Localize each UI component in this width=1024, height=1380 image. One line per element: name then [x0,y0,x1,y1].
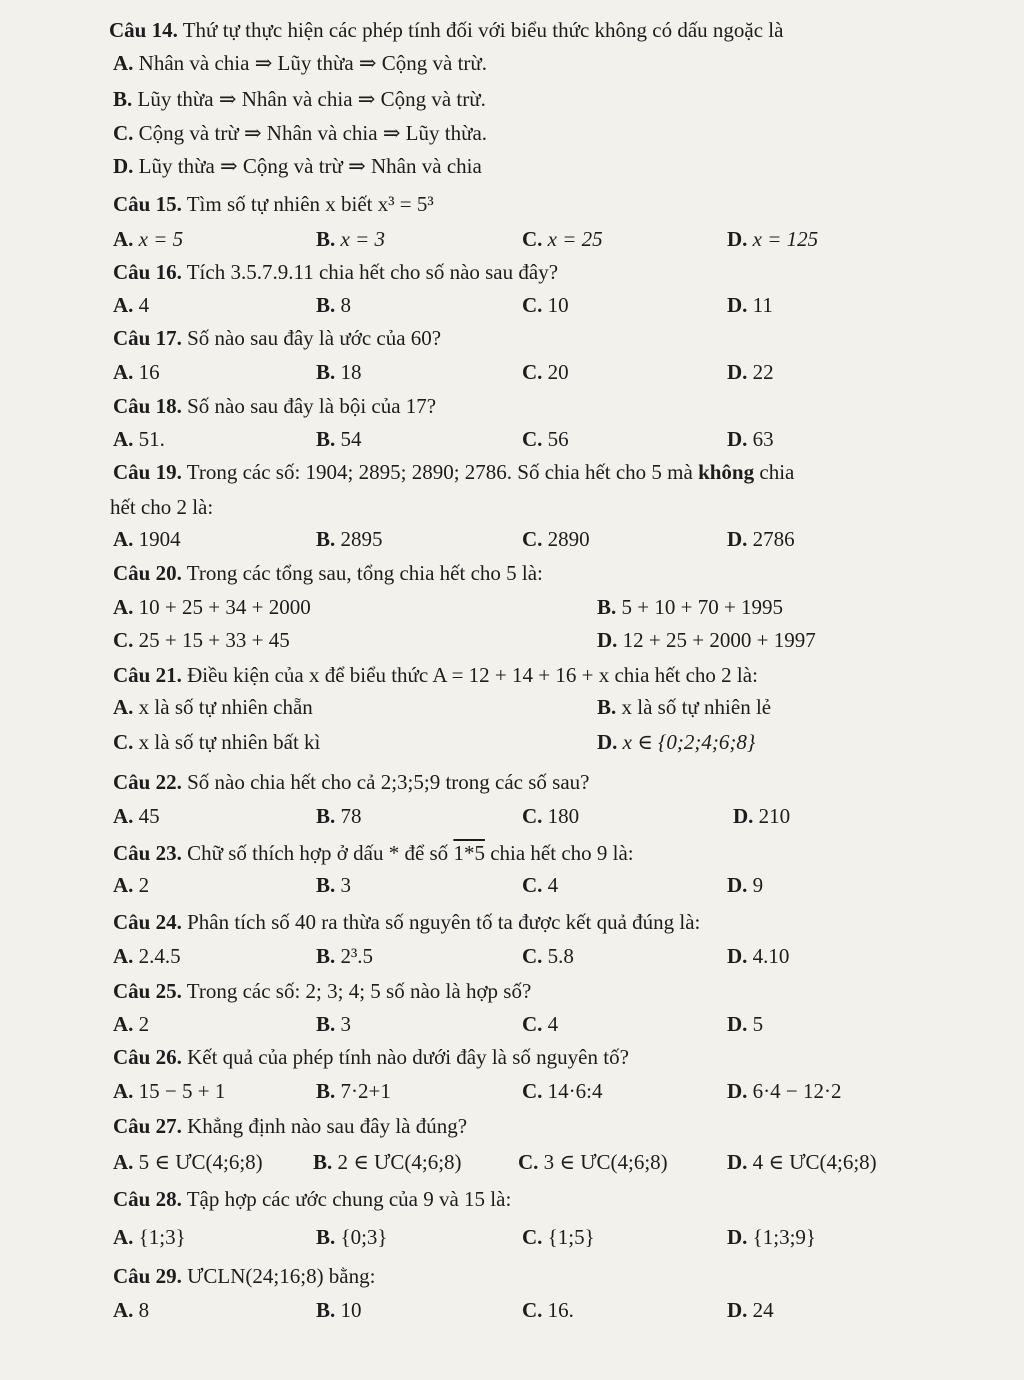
option-d: D. 4 ∈ ƯC(4;6;8) [727,1150,877,1174]
option-a: A. 4 [113,293,150,317]
overline-number: 1*5 [453,841,485,865]
option-a: A. 5 ∈ ƯC(4;6;8) [113,1150,263,1174]
question-18 [113,393,436,419]
option-a: A. 45 [113,804,160,828]
option-d: D. 12 + 25 + 2000 + 1997 [597,628,816,652]
option-c: C. 5.8 [522,944,574,968]
option-d: D. Lũy thừa ⇒ Cộng và trừ ⇒ Nhân và chia [113,154,482,178]
option-d: D. 63 [727,427,774,451]
question-20 [113,560,543,586]
option-a: A. 8 [113,1298,150,1322]
question-label: Câu 21. [113,663,182,687]
question-27 [113,1113,467,1139]
question-label: Câu 23. [113,841,182,865]
option-b: B. 10 [316,1298,362,1322]
option-a: A. 2 [113,1012,150,1036]
question-text: Số nào sau đây là bội của 17? [187,394,437,418]
option-c: C. 16. [522,1298,574,1322]
option-d: D. 210 [733,804,791,828]
option-d: D. x ∈ {0;2;4;6;8} [597,730,756,754]
question-17 [113,325,441,351]
question-text-cont: chia [759,460,795,484]
question-label: Câu 25. [113,979,182,1003]
option-b: B. 5 + 10 + 70 + 1995 [597,595,784,619]
question-text: Trong các số: 1904; 2895; 2890; 2786. Số chia hết cho 5 mà [186,460,693,484]
question-label: Câu 14. [109,18,178,42]
question-emphasis: không [698,460,755,484]
option-c: C. 14·6:4 [522,1079,603,1103]
question-label: Câu 27. [113,1114,182,1138]
option-b: B. {0;3} [316,1225,388,1249]
question-19-line2: hết cho 2 là: [110,495,214,519]
option-a: A. 2.4.5 [113,944,181,968]
option-d: D. 6·4 − 12·2 [727,1079,842,1103]
option-d: D. 9 [727,873,764,897]
question-label: Câu 18. [113,394,182,418]
question-text: Khẳng định nào sau đây là đúng? [187,1114,468,1138]
option-b: B. Lũy thừa ⇒ Nhân và chia ⇒ Cộng và trừ. [113,87,486,111]
question-label: Câu 28. [113,1187,182,1211]
question-24 [113,909,700,935]
option-a: A. 51. [113,427,165,451]
option-a: A. 2 [113,873,150,897]
question-25 [113,978,531,1004]
option-a: A. {1;3} [113,1225,186,1249]
question-label: Câu 17. [113,326,182,350]
question-28 [113,1186,511,1212]
question-text: Điều kiện của x để biểu thức A = 12 + 14 + 16 + x chia hết cho 2 là: [187,663,758,687]
question-21 [113,662,758,688]
option-a: A. x = 5 [113,227,184,251]
question-text: Tập hợp các ước chung của 9 và 15 là: [186,1187,512,1211]
option-a: A. 1904 [113,527,181,551]
question-26 [113,1044,629,1070]
option-c: C. 4 [522,1012,559,1036]
question-text: Thứ tự thực hiện các phép tính đối với biểu thức không có dấu ngoặc là [182,18,784,42]
option-d: D. 22 [727,360,774,384]
question-label: Câu 15. [113,192,182,216]
question-22 [113,769,589,795]
option-b: B. 2 ∈ ƯC(4;6;8) [313,1150,462,1174]
question-19 [113,459,794,485]
option-b: B. x = 3 [316,227,386,251]
question-label: Câu 22. [113,770,182,794]
option-c: C. x = 25 [522,227,603,251]
option-b: B. 78 [316,804,362,828]
option-b: B. 3 [316,873,352,897]
option-b: B. 7·2+1 [316,1079,391,1103]
option-a: A. 16 [113,360,160,384]
option-c: C. 20 [522,360,569,384]
question-14 [109,17,783,43]
option-c: C. Cộng và trừ ⇒ Nhân và chia ⇒ Lũy thừa. [113,121,488,145]
option-c: C. x là số tự nhiên bất kì [113,730,321,754]
option-a: A. x là số tự nhiên chẵn [113,695,313,719]
question-23 [113,840,634,866]
option-d: D. 24 [727,1298,774,1322]
option-b: B. 2895 [316,527,383,551]
question-label: Câu 26. [113,1045,182,1069]
question-15 [113,191,434,217]
option-b: B. 54 [316,427,362,451]
option-b: B. 18 [316,360,362,384]
option-a: A. Nhân và chia ⇒ Lũy thừa ⇒ Cộng và trừ. [113,51,488,75]
question-text: Trong các tổng sau, tổng chia hết cho 5 là: [186,561,543,585]
option-c: C. 2890 [522,527,590,551]
question-text: Kết quả của phép tính nào dưới đây là số nguyên tố? [187,1045,629,1069]
question-text: Phân tích số 40 ra thừa số nguyên tố ta được kết quả đúng là: [187,910,701,934]
question-text: Số nào chia hết cho cả 2;3;5;9 trong các số sau? [187,770,590,794]
question-text-cont: chia hết cho 9 là: [490,841,634,865]
question-label: Câu 19. [113,460,182,484]
question-label: Câu 24. [113,910,182,934]
option-c: C. 10 [522,293,569,317]
question-text: Tích 3.5.7.9.11 chia hết cho số nào sau đây? [186,260,559,284]
question-text: ƯCLN(24;16;8) bằng: [187,1264,376,1288]
question-text: Chữ số thích hợp ở dấu * để số [187,841,449,865]
option-b: B. 2³.5 [316,944,374,968]
option-c: C. {1;5} [522,1225,595,1249]
option-a: A. 15 − 5 + 1 [113,1079,226,1103]
question-29 [113,1263,375,1289]
question-label: Câu 20. [113,561,182,585]
option-d: D. {1;3;9} [727,1225,816,1249]
option-b: B. 3 [316,1012,352,1036]
question-label: Câu 16. [113,260,182,284]
option-c: C. 25 + 15 + 33 + 45 [113,628,290,652]
option-c: C. 4 [522,873,559,897]
question-label: Câu 29. [113,1264,182,1288]
option-c: C. 180 [522,804,580,828]
question-16 [113,259,558,285]
option-c: C. 56 [522,427,569,451]
question-text: Trong các số: 2; 3; 4; 5 số nào là hợp số? [186,979,532,1003]
option-a: A. 10 + 25 + 34 + 2000 [113,595,311,619]
question-text: Tìm số tự nhiên x biết x³ = 5³ [186,192,434,216]
option-d: D. 11 [727,293,773,317]
option-d: D. 2786 [727,527,795,551]
question-text: Số nào sau đây là ước của 60? [187,326,442,350]
option-b: B. 8 [316,293,352,317]
option-d: D. x = 125 [727,227,819,251]
option-c: C. 3 ∈ ƯC(4;6;8) [518,1150,668,1174]
option-b: B. x là số tự nhiên lẻ [597,695,772,719]
option-d: D. 5 [727,1012,764,1036]
option-d: D. 4.10 [727,944,790,968]
